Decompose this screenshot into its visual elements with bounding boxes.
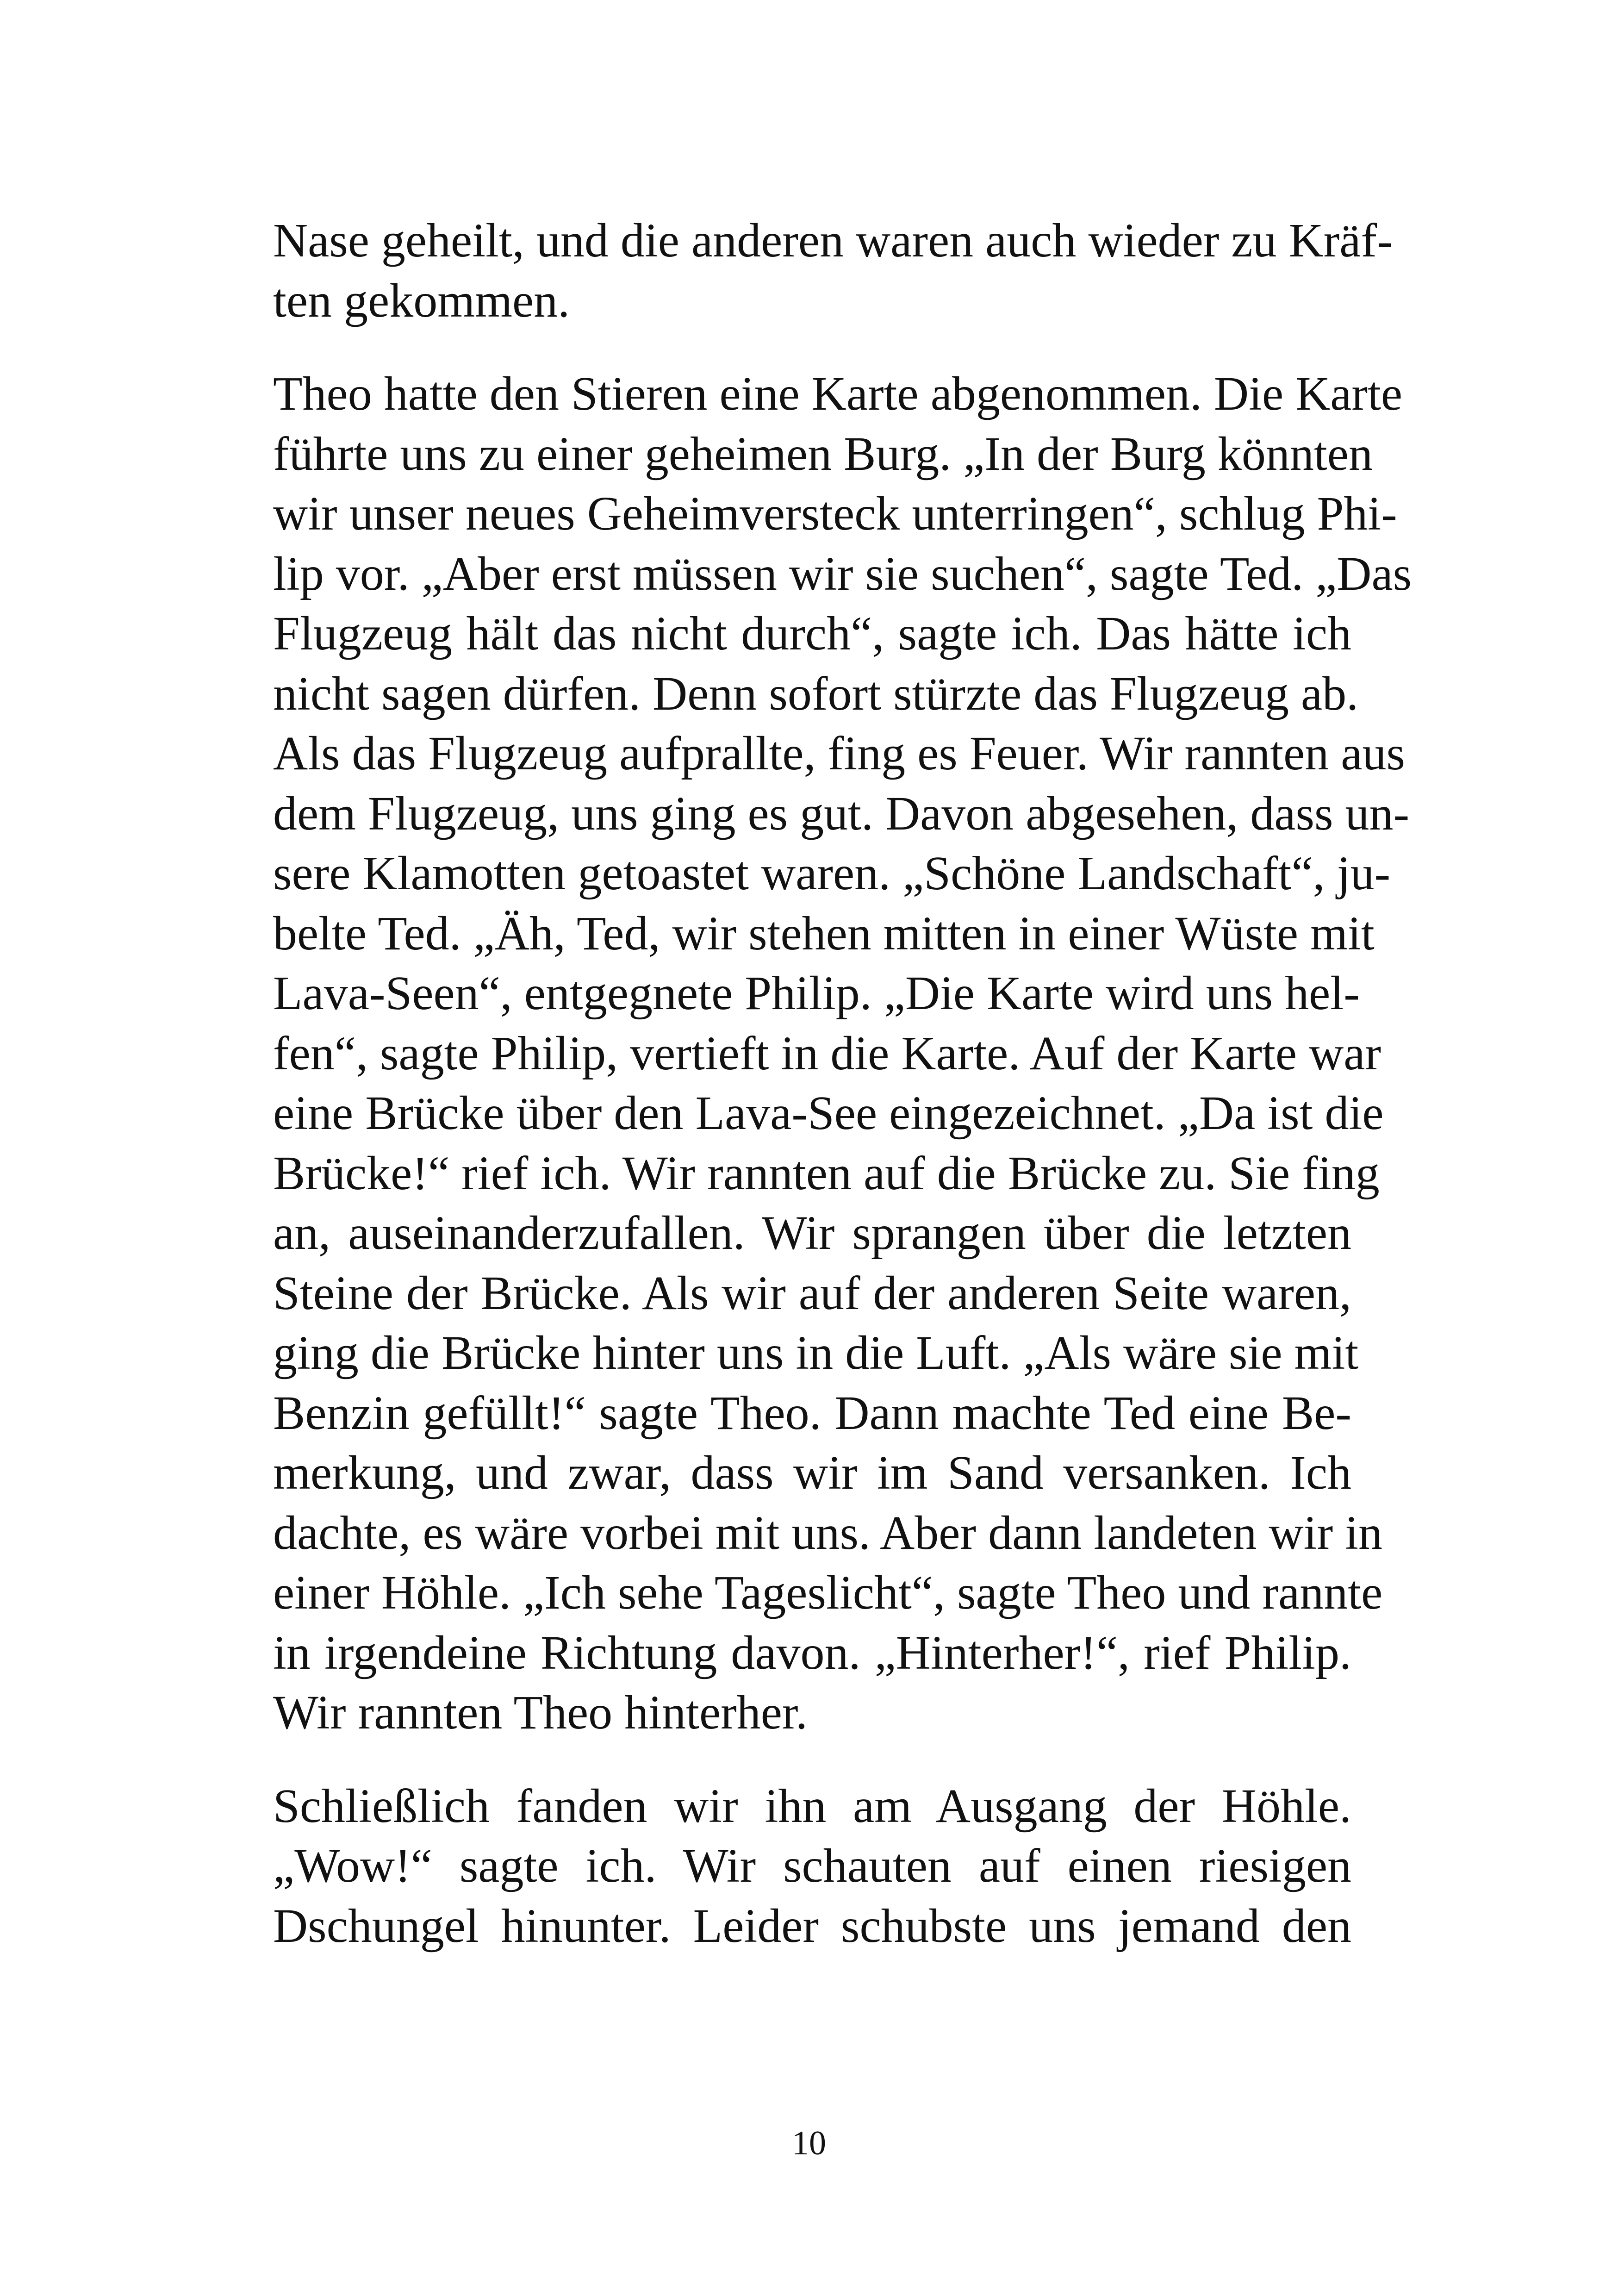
text-line: nicht sagen dürfen. Denn sofort stürzte das Flugzeug ab. [273,667,1359,720]
text-line: dem Flugzeug, uns ging es gut. Davon abgesehen, dass un- [273,786,1410,840]
text-line: Theo hatte den Stieren eine Karte abgenommen. Die Karte [273,367,1403,420]
text-line: dachte, es wäre vorbei mit uns. Aber dann landeten wir in [273,1506,1383,1560]
text-line: Benzin gefüllt!“ sagte Theo. Dann machte Ted eine Be- [273,1386,1351,1440]
text-line: merkung, und zwar, dass wir im Sand versanken. Ich [273,1446,1351,1499]
text-line: lip vor. „Aber erst müssen wir sie suchen“, sagte Ted. „Das [273,547,1412,600]
text-line: Brücke!“ rief ich. Wir rannten auf die Brücke zu. Sie fing [273,1146,1380,1200]
paragraph-2 [273,364,1412,1743]
text-line: Dschungel hinunter. Leider schubste uns jemand den [273,1899,1351,1953]
text-line: Nase geheilt, und die anderen waren auch wieder zu Kräf- [273,214,1393,267]
text-line: fen“, sagte Philip, vertieft in die Karte. Auf der Karte war [273,1026,1381,1080]
text-line: belte Ted. „Äh, Ted, wir stehen mitten in einer Wüste mit [273,906,1375,960]
text-line: einer Höhle. „Ich sehe Tageslicht“, sagte Theo und rannte [273,1566,1383,1619]
text-line: Flugzeug hält das nicht durch“, sagte ich. Das hätte ich [273,607,1351,660]
paragraph-3 [273,1776,1351,1956]
text-line: an, auseinanderzufallen. Wir sprangen über die letzten [273,1206,1351,1260]
text-line: wir unser neues Geheimversteck unterringen“, schlug Phi- [273,487,1397,540]
text-line: Steine der Brücke. Als wir auf der anderen Seite waren, [273,1266,1351,1320]
text-line: Schließlich fanden wir ihn am Ausgang der Höhle. [273,1779,1351,1833]
text-line: ten gekommen. [273,274,570,327]
paragraph-1 [273,211,1393,331]
text-line: Lava-Seen“, entgegnete Philip. „Die Karte wird uns hel- [273,967,1360,1020]
text-line: Als das Flugzeug aufprallte, fing es Feuer. Wir rannten aus [273,727,1405,780]
text-line: in irgendeine Richtung davon. „Hinterher!“, rief Philip. [273,1626,1351,1679]
text-line: sere Klamotten getoastet waren. „Schöne Landschaft“, ju- [273,847,1391,900]
text-line: „Wow!“ sagte ich. Wir schauten auf einen riesigen [273,1839,1351,1892]
text-line: eine Brücke über den Lava-See eingezeichnet. „Da ist die [273,1086,1384,1140]
text-line: Wir rannten Theo hinterher. [273,1686,808,1739]
body-text [273,211,1412,1956]
text-line: führte uns zu einer geheimen Burg. „In der Burg könnten [273,427,1373,480]
page-number: 10 [792,2124,826,2162]
text-line: ging die Brücke hinter uns in die Luft. „Als wäre sie mit [273,1326,1359,1379]
